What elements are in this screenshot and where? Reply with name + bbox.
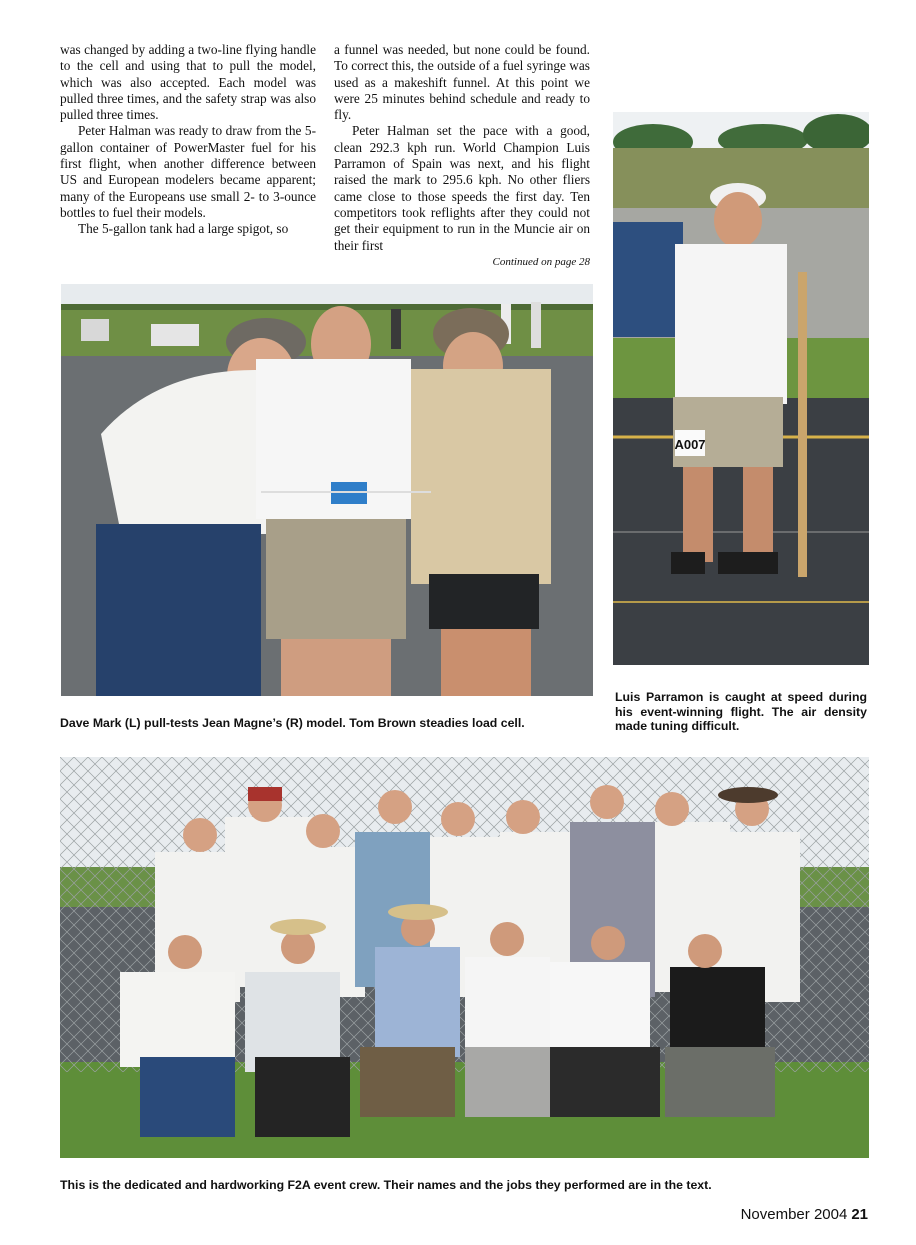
load-cell-photo-image: [61, 284, 593, 696]
crew-photo-image: [60, 757, 869, 1158]
load-cell-photo: [61, 284, 593, 696]
article-column-left: [60, 42, 316, 238]
issue-date: November 2004: [740, 1206, 848, 1223]
parramon-photo: [613, 112, 869, 665]
paragraph: The 5-gallon tank had a large spigot, so: [78, 221, 289, 237]
paragraph: was changed by adding a two-line flying handle to the cell and using that to pull the model, which was also accepted. Each model was pulled three times, and the safety strap was also pulled three times.: [60, 42, 316, 123]
page-number: 21: [851, 1206, 868, 1223]
parramon-photo-caption: Luis Parramon is caught at speed during his event-winning flight. The air density made tuning difficult.: [615, 690, 867, 733]
load-cell-photo-caption: Dave Mark (L) pull-tests Jean Magne’s (R) model. Tom Brown steadies load cell.: [60, 716, 525, 730]
page-footer: [741, 1206, 868, 1223]
crew-photo-caption: This is the dedicated and hardworking F2A event crew. Their names and the jobs they performed are in the text.: [60, 1178, 712, 1192]
paragraph: Peter Halman was ready to draw from the 5-gallon container of PowerMaster fuel for his first flight, when another difference between US and European modelers became apparent; many of the Europeans use small 2- to 3-ounce bottles to fuel their models.: [60, 123, 316, 220]
continued-note: Continued on page 28: [492, 256, 590, 268]
parramon-photo-image: [613, 112, 869, 665]
crew-photo: [60, 757, 869, 1158]
article-column-right: [334, 42, 590, 254]
bib-number: A007: [674, 437, 706, 452]
paragraph: Peter Halman set the pace with a good, clean 292.3 kph run. World Champion Luis Parramon of Spain was next, and his flight raised the mark to 295.6 kph. No other fliers came close to those speeds the first day. Ten competitors took reflights after they could not get their equipment to run in the Muncie air on their first: [334, 123, 590, 253]
paragraph: a funnel was needed, but none could be found. To correct this, the outside of a fuel syringe was used as a makeshift funnel. At this point we were 25 minutes behind schedule and ready to fly.: [334, 42, 590, 123]
